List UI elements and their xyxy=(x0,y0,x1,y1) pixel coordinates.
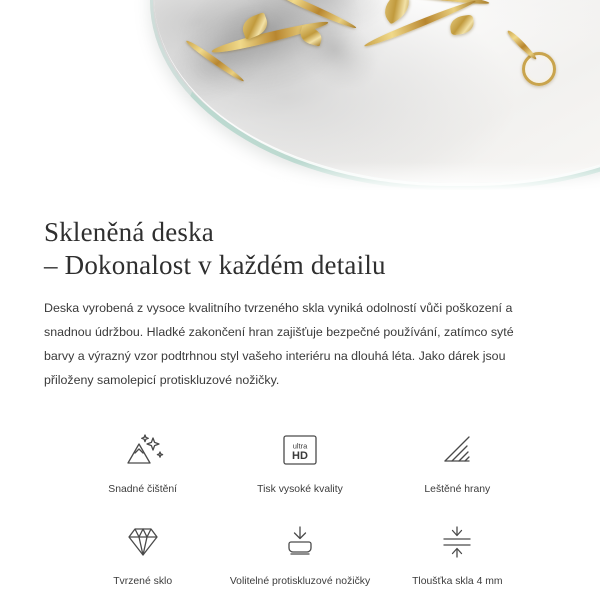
ultra-hd-icon xyxy=(273,426,327,474)
sparkle-clean-icon xyxy=(116,426,170,474)
feature-label: Volitelné protiskluzové nožičky xyxy=(229,576,371,587)
page-title-line-2: – Dokonalost v každém detailu xyxy=(44,250,386,280)
feature-label: Tvrzené sklo xyxy=(113,576,173,587)
feature-item-glass-thickness xyxy=(379,518,536,588)
description-paragraph: Deska vyrobená z vysoce kvalitního tvrzeného skla vyniká odolností vůči poškození a snadnou údržbou. Hladké zakončení hran zajišťuje bezpečné používání, zatímco syté barvy a výrazný vzor podtrhnou styl vašeho interiéru na dlouhá léta. Jako dárek jsou přiloženy samolepicí protiskluzové nožičky. xyxy=(44,301,514,387)
content-section xyxy=(0,216,600,588)
feature-label: Snadné čištění xyxy=(108,484,178,495)
hero-bottom-fade xyxy=(0,162,600,196)
page-title xyxy=(44,216,556,282)
feature-label: Tloušťka skla 4 mm xyxy=(412,576,503,587)
feature-item-polished-edges xyxy=(379,426,536,496)
thickness-arrows-icon xyxy=(430,518,484,566)
gold-vein xyxy=(506,29,539,62)
feature-item-easy-cleaning xyxy=(64,426,221,496)
feature-item-print-quality xyxy=(221,426,378,496)
gold-leaf xyxy=(449,14,475,35)
anti-slip-feet-icon xyxy=(273,518,327,566)
gold-ring-ornament xyxy=(522,52,556,86)
feature-grid xyxy=(44,426,556,588)
feature-label: Leštěné hrany xyxy=(424,484,491,495)
hero-image xyxy=(0,0,600,196)
feature-label: Tisk vysoké kvality xyxy=(257,484,343,495)
feature-item-anti-slip-feet xyxy=(221,518,378,588)
polished-edges-icon xyxy=(430,426,484,474)
page-title-line-1: Skleněná deska xyxy=(44,217,214,247)
svg-text:ultra: ultra xyxy=(292,441,308,451)
feature-item-tempered-glass xyxy=(64,518,221,588)
svg-text:HD: HD xyxy=(292,450,308,462)
diamond-icon xyxy=(116,518,170,566)
